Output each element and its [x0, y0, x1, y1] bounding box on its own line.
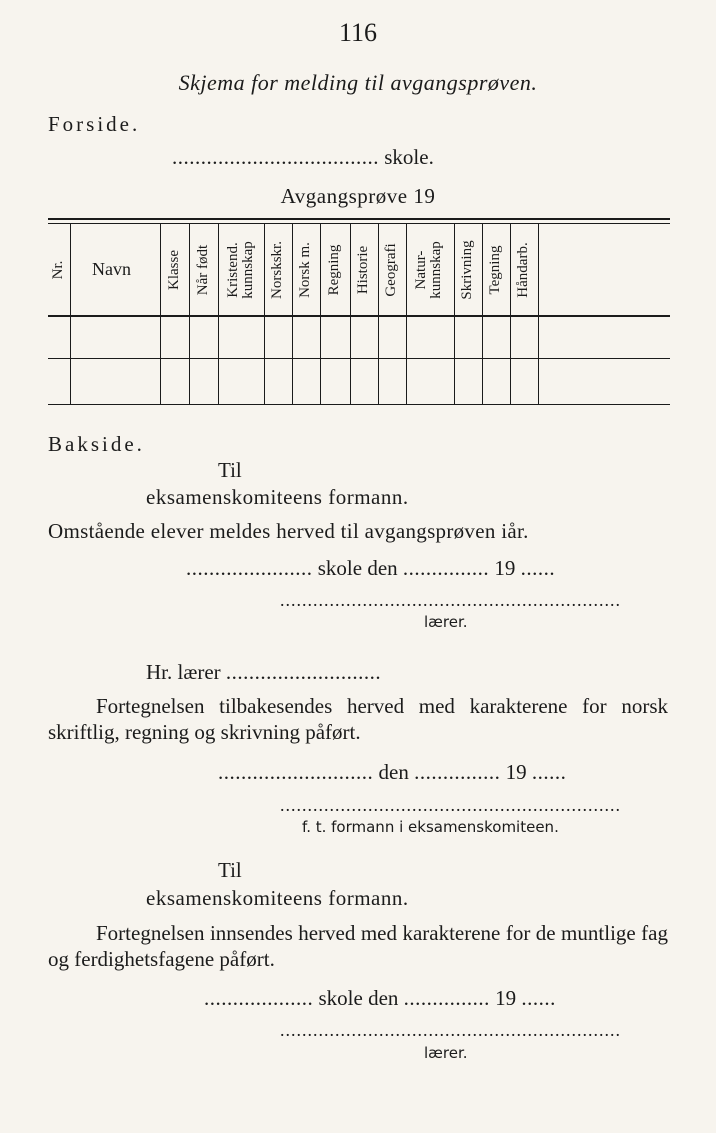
section2-date-line [218, 760, 566, 785]
table-col-line [189, 224, 190, 405]
table-top-rule [48, 218, 670, 220]
table-row-rule [48, 358, 670, 359]
salutation-prefix: Hr. lærer [146, 660, 221, 684]
table-col-line [218, 224, 219, 405]
table-bottom-rule [48, 404, 670, 405]
dots: ............... [402, 556, 490, 580]
header-klasse: Klasse [166, 250, 182, 290]
date-mid: skole den [318, 986, 399, 1010]
dots: ........................... [225, 660, 382, 684]
page-number: 116 [338, 18, 378, 47]
school-dots: .................................... [172, 145, 379, 169]
dots: ............... [403, 986, 490, 1010]
section3-signature-dots: .............................................................. [280, 1020, 621, 1040]
header-skrivning: Skrivning [459, 240, 475, 300]
header-nr: Nr. [50, 260, 66, 280]
table-col-line [350, 224, 351, 405]
section3-body: Fortegnelsen innsendes herved med karakterene for de muntlige fag og ferdighetsfagene påført. [48, 921, 668, 971]
section2-salutation [146, 660, 381, 685]
header-norskskr: Norskskr. [269, 241, 285, 299]
section1-signature-dots: .............................................................. [280, 590, 621, 610]
table-col-line [320, 224, 321, 405]
form-title: Skjema for melding til avgangsprøven. [178, 70, 538, 95]
table-col-line [160, 224, 161, 405]
date-mid: skole den [317, 556, 398, 580]
back-heading: Bakside. [48, 432, 145, 456]
table-col-line [482, 224, 483, 405]
year: 19 [505, 760, 527, 784]
section1-signature-label: lærer. [424, 613, 468, 631]
section3-recipient: eksamenskomiteens formann. [146, 886, 409, 910]
dots: ............... [414, 760, 501, 784]
year: 19 [494, 556, 516, 580]
dots: ........................... [218, 760, 374, 784]
header-naar-fodt: Når født [195, 244, 211, 296]
section3-date-line [204, 986, 556, 1011]
dots: ...... [531, 760, 567, 784]
dots: ...... [520, 556, 556, 580]
section2-signature-dots: .............................................................. [280, 795, 621, 815]
front-heading: Forside. [48, 112, 141, 136]
section3-to: Til [218, 858, 242, 882]
school-label: skole. [384, 145, 434, 169]
header-geografi: Geografi [383, 243, 399, 297]
table-col-line [510, 224, 511, 405]
date-mid: den [378, 760, 409, 784]
section1-date-line [186, 556, 555, 581]
table-top-rule-thin [48, 223, 670, 224]
table-col-line [454, 224, 455, 405]
section1-to: Til [218, 458, 242, 482]
section2-signature-label: f. t. formann i eksamenskomiteen. [302, 818, 559, 836]
dots: ...... [521, 986, 556, 1010]
dots: ................... [204, 986, 314, 1010]
table-col-line [70, 224, 71, 405]
section3-signature-label: lærer. [424, 1044, 468, 1062]
dots: ...................... [186, 556, 313, 580]
header-navn: Navn [92, 259, 131, 279]
header-regning: Regning [326, 244, 342, 296]
table-col-line [264, 224, 265, 405]
table-col-line [538, 224, 539, 405]
front-school-line [172, 145, 434, 170]
table-header-rule [48, 315, 670, 317]
section2-body: Fortegnelsen tilbakesendes herved med karakterene for norsk skriftlig, regning og skrivning påført. [48, 694, 668, 744]
exam-label: Avgangsprøve 19 [280, 184, 436, 208]
section1-body: Omstående elever meldes herved til avgangsprøven iår. [48, 519, 529, 543]
header-historie: Historie [355, 245, 371, 295]
header-kristendom: Kristend. kunnskap [225, 241, 256, 299]
header-naturkunnskap: Natur- kunnskap [413, 241, 444, 299]
table-col-line [378, 224, 379, 405]
header-haandarb: Håndarb. [515, 242, 531, 298]
section1-recipient: eksamenskomiteens formann. [146, 485, 409, 509]
table-col-line [292, 224, 293, 405]
header-tegning: Tegning [487, 245, 503, 295]
header-norsk-m: Norsk m. [297, 242, 313, 298]
table-col-line [406, 224, 407, 405]
year: 19 [495, 986, 517, 1010]
